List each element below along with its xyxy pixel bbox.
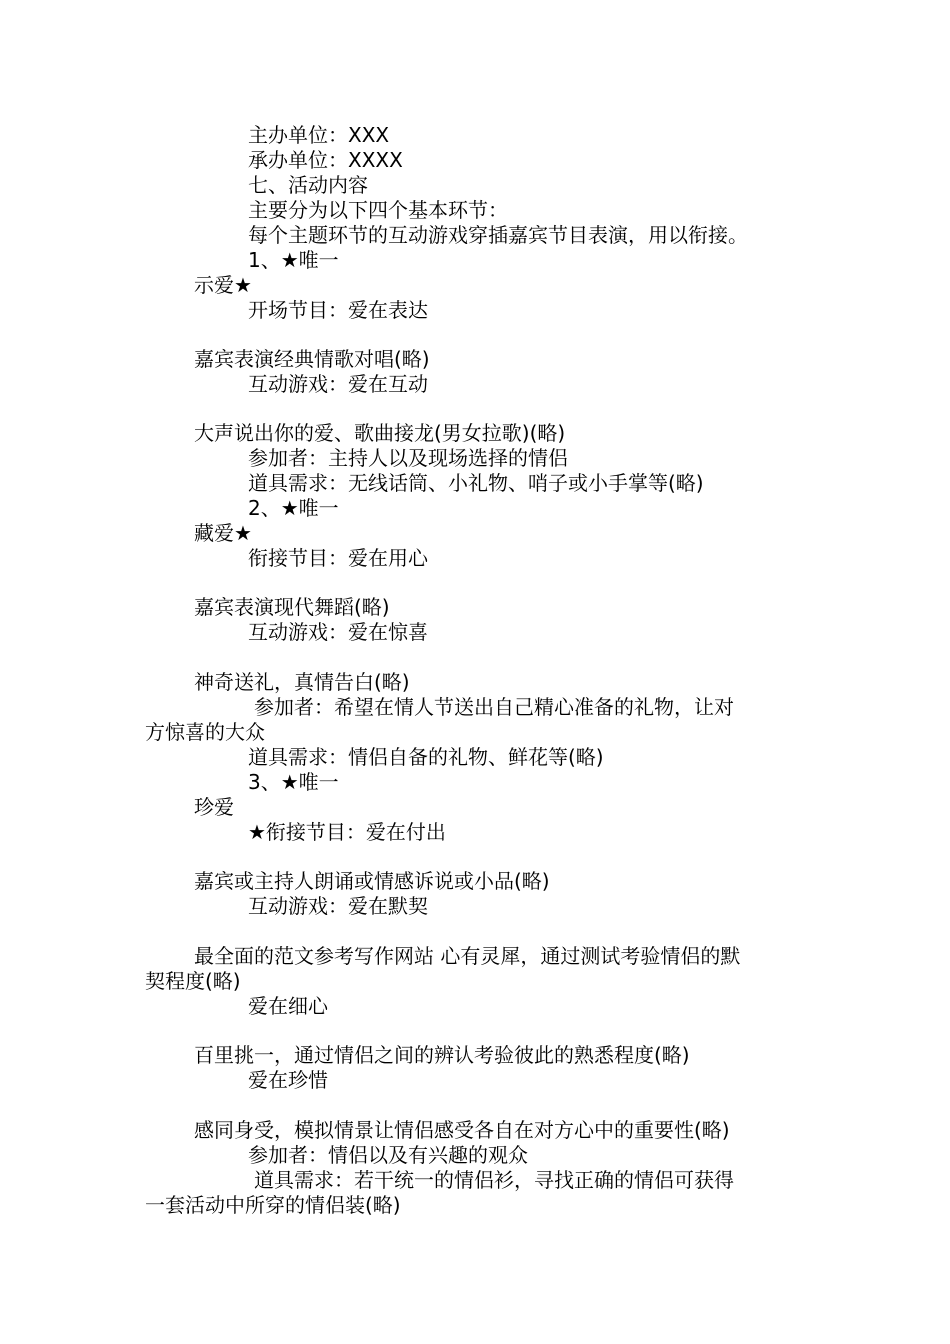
text-line: 爱在珍惜 [248,1068,328,1092]
text-line: 感同身受，模拟情景让情侣感受各自在对方心中的重要性(略) [194,1118,730,1142]
text-line: 藏爱★ [194,521,252,545]
text-line: 开场节目：爱在表达 [248,298,428,322]
text-line: 每个主题环节的互动游戏穿插嘉宾节目表演，用以衔接。 [248,223,748,247]
text-line: 大声说出你的爱、歌曲接龙(男女拉歌)(略) [194,421,566,445]
text-line: 1、★唯一 [248,248,339,272]
text-line: 珍爱 [194,795,234,819]
text-line: 参加者：情侣以及有兴趣的观众 [248,1143,528,1167]
text-line: 承办单位：XXXX [248,148,403,172]
text-line: 一套活动中所穿的情侣装(略) [145,1193,401,1217]
text-line: 道具需求：无线话筒、小礼物、哨子或小手掌等(略) [248,471,704,495]
text-line: 最全面的范文参考写作网站 心有灵犀，通过测试考验情侣的默 [194,944,741,968]
text-line: 参加者：主持人以及现场选择的情侣 [248,446,568,470]
text-line: 嘉宾表演经典情歌对唱(略) [194,347,430,371]
text-line: ★衔接节目：爱在付出 [248,820,446,844]
text-line: 参加者：希望在情人节送出自己精心准备的礼物，让对 [254,695,734,719]
text-line: 道具需求：若干统一的情侣衫，寻找正确的情侣可获得 [254,1168,734,1192]
text-line: 主要分为以下四个基本环节： [248,198,508,222]
text-line: 嘉宾或主持人朗诵或情感诉说或小品(略) [194,869,550,893]
text-line: 道具需求：情侣自备的礼物、鲜花等(略) [248,745,604,769]
text-line: 互动游戏：爱在默契 [248,894,428,918]
text-line: 示爱★ [194,273,252,297]
text-line: 百里挑一，通过情侣之间的辨认考验彼此的熟悉程度(略) [194,1043,690,1067]
section-heading: 七、活动内容 [248,173,368,197]
text-line: 2、★唯一 [248,496,339,520]
text-line: 嘉宾表演现代舞蹈(略) [194,595,390,619]
text-line: 3、★唯一 [248,770,339,794]
text-line: 契程度(略) [145,969,241,993]
text-line: 方惊喜的大众 [145,720,265,744]
text-line: 主办单位：XXX [248,123,390,147]
text-line: 互动游戏：爱在惊喜 [248,620,428,644]
text-line: 互动游戏：爱在互动 [248,372,428,396]
text-line: 爱在细心 [248,994,328,1018]
text-line: 神奇送礼，真情告白(略) [194,670,410,694]
text-line: 衔接节目：爱在用心 [248,546,428,570]
